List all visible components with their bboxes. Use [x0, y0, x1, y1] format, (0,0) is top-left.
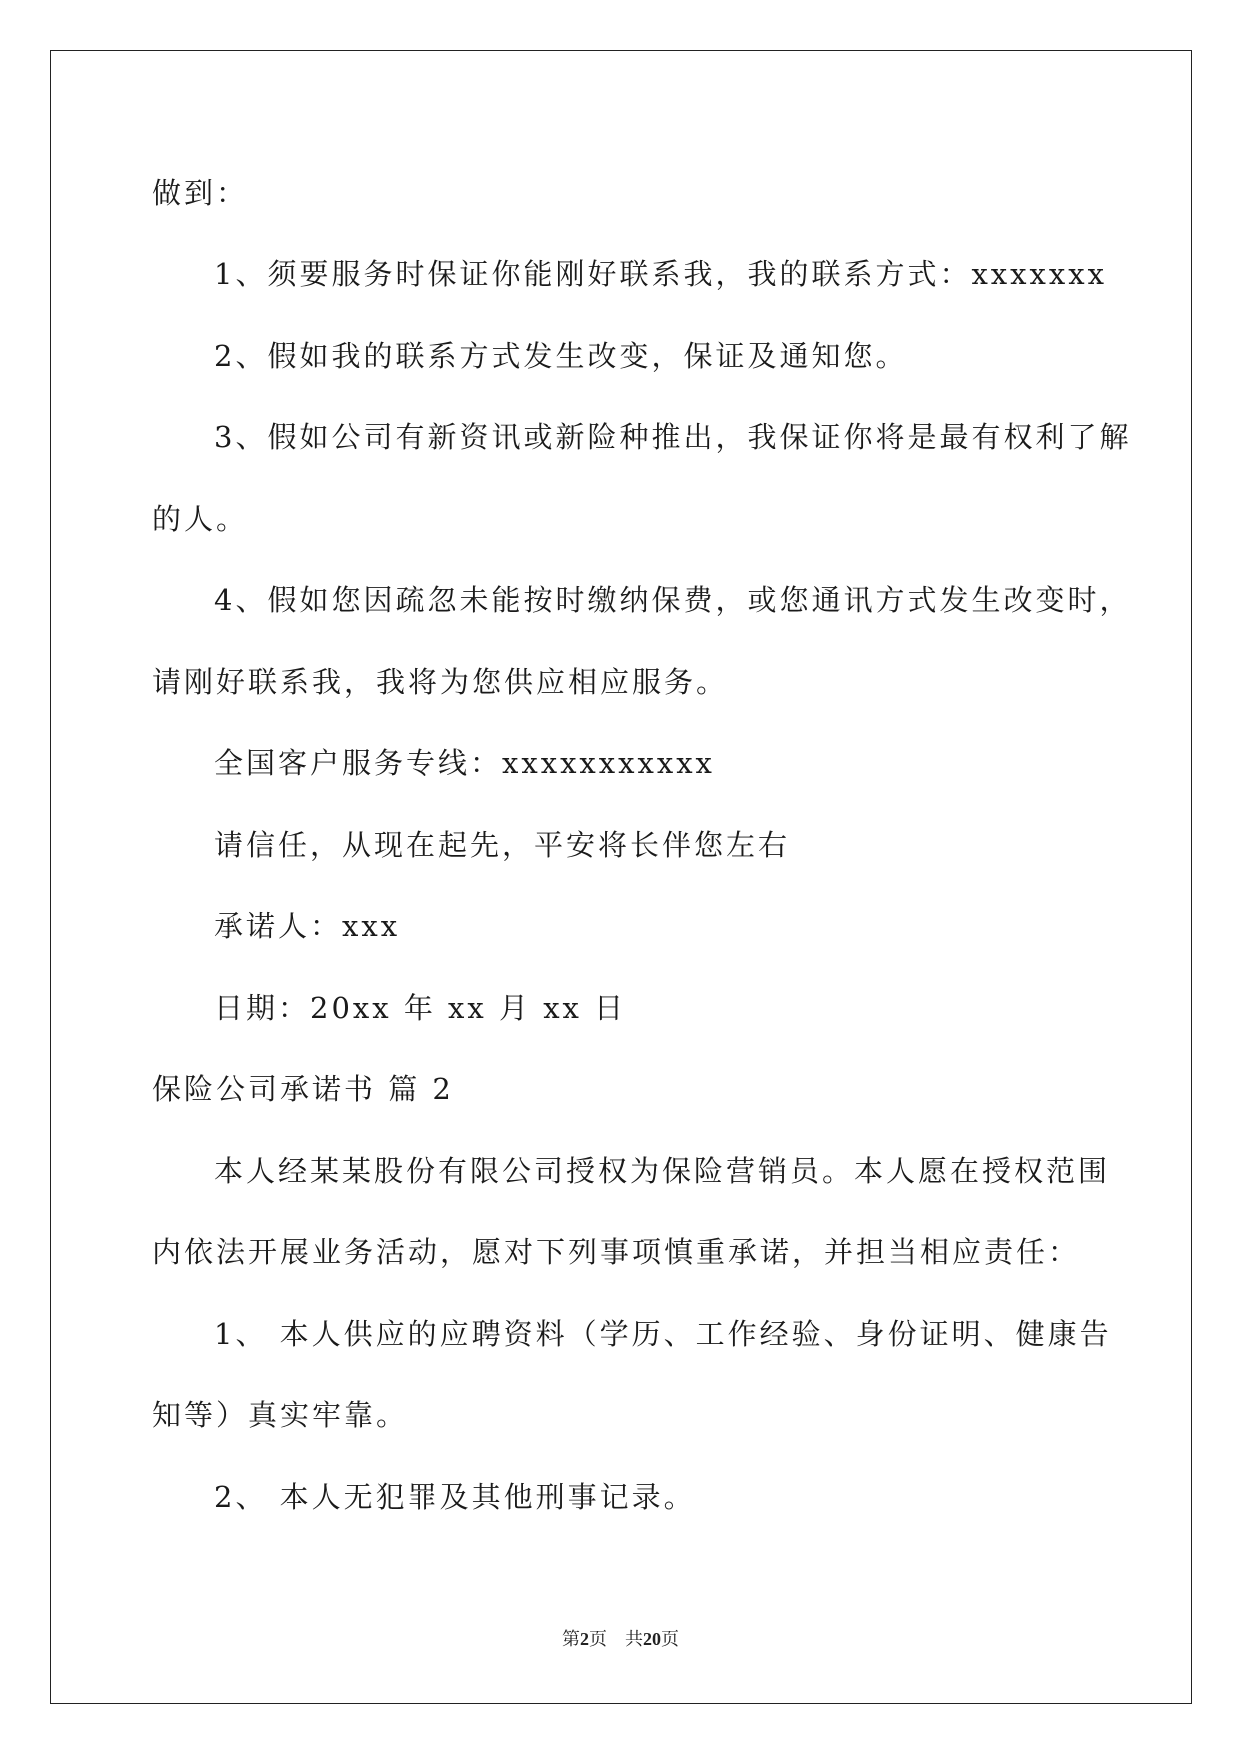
- page-number: 2: [580, 1629, 589, 1649]
- text-line: 请信任，从现在起先，平安将长伴您左右: [214, 828, 791, 862]
- text-line: 4、假如您因疏忽未能按时缴纳保费，或您通讯方式发生改变时，: [214, 583, 1132, 617]
- total-pages: 20: [643, 1629, 661, 1649]
- text-line: 的人。: [152, 502, 249, 536]
- text-line: 1、 本人供应的应聘资料（学历、工作经验、身份证明、健康告: [214, 1317, 1112, 1351]
- text-line: 1、须要服务时保证你能刚好联系我，我的联系方式：xxxxxxx: [214, 257, 1107, 291]
- text-line: 3、假如公司有新资讯或新险种推出，我保证你将是最有权利了解: [214, 420, 1132, 454]
- text-line: 知等）真实牢靠。: [152, 1398, 409, 1432]
- text-line: 2、假如我的联系方式发生改变，保证及通知您。: [214, 339, 908, 373]
- text-line: 做到：: [152, 176, 249, 210]
- text-line: 承诺人：xxx: [214, 909, 401, 943]
- total-prefix: 共: [625, 1629, 643, 1649]
- page-unit: 页: [589, 1629, 607, 1649]
- section-heading: 保险公司承诺书 篇 2: [152, 1072, 454, 1106]
- page-prefix: 第: [562, 1629, 580, 1649]
- total-unit: 页: [661, 1629, 679, 1649]
- text-line: 本人经某某股份有限公司授权为保险营销员。本人愿在授权范围: [214, 1154, 1111, 1188]
- text-line: 内依法开展业务活动，愿对下列事项慎重承诺，并担当相应责任：: [152, 1235, 1081, 1269]
- text-line: 2、 本人无犯罪及其他刑事记录。: [214, 1480, 696, 1514]
- text-line: 日期：20xx 年 xx 月 xx 日: [214, 991, 627, 1025]
- page-footer: [0, 1628, 1241, 1650]
- text-line: 全国客户服务专线：xxxxxxxxxxx: [214, 746, 715, 780]
- page-border: [50, 50, 1192, 1704]
- text-line: 请刚好联系我，我将为您供应相应服务。: [152, 665, 729, 699]
